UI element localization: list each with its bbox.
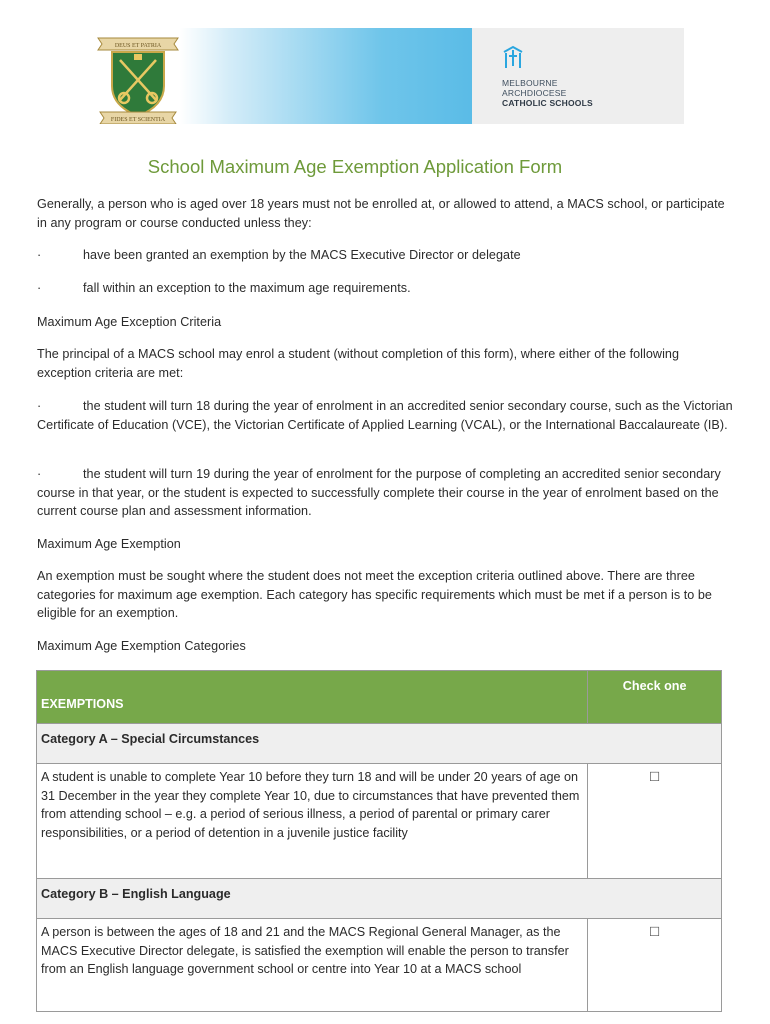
exemptions-table (36, 670, 722, 1012)
category-a-description: A student is unable to complete Year 10 before they turn 18 and will be under 20 years of age on 31 December in the year they complete Year 10, due to circumstances that have prevented them from attending school – e.g. a period of serious illness, a period of parental or primary carer responsibilities, or a period of detention in a juvenile justice facility (37, 764, 588, 879)
heading-exemption: Maximum Age Exemption (37, 537, 181, 551)
intro-paragraph: Generally, a person who is aged over 18 years must not be enrolled at, or allowed to attend, a MACS school, or participate in any program or course conducted unless they: (37, 197, 725, 230)
bullet-dot: · (37, 248, 42, 262)
criteria-bullet-2: · the student will turn 19 during the year of enrolment for the purpose of completing an accredited senior secondary course in that year, or the student is expected to successfully complete their course in the year of enrolment based on the current course plan and assessment information. (37, 467, 721, 518)
bullet-dot: · (37, 467, 42, 481)
criteria-bullet-1: · the student will turn 18 during the year of enrolment in an accredited senior secondary course, such as the Victorian Certificate of Education (VCE), the Victorian Certificate of Applied Learning (VCAL), or the International Baccalaureate (IB). (37, 399, 733, 432)
category-b-detail-row (37, 919, 722, 1012)
category-b-description: A person is between the ages of 18 and 21 and the MACS Regional General Manager, as the MACS Executive Director delegate, is satisfied the exemption will enable the person to transfer from an English language government school or centre into Year 10 at a MACS school (37, 919, 588, 1012)
intro-bullet-2: · fall within an exception to the maximum age requirements. (37, 279, 735, 298)
svg-text:DEUS ET PATRIA: DEUS ET PATRIA (114, 43, 162, 49)
column-header-exemptions: EXEMPTIONS (37, 671, 588, 724)
bullet-dot: · (37, 399, 42, 413)
macs-logo-panel (472, 28, 684, 124)
category-a-heading: Category A – Special Circumstances (37, 724, 722, 764)
category-b-checkbox[interactable]: ☐ (588, 919, 722, 1012)
macs-logo-icon (502, 44, 524, 70)
page-title: School Maximum Age Exemption Application Form (147, 156, 563, 177)
column-header-check-one: Check one (588, 671, 722, 724)
org-name-line2: ARCHDIOCESE (502, 88, 567, 98)
category-a-row (37, 724, 722, 764)
heading-criteria: Maximum Age Exception Criteria (37, 315, 222, 329)
org-name-line1: MELBOURNE (502, 78, 558, 88)
category-b-row (37, 879, 722, 919)
org-name-line3: CATHOLIC SCHOOLS (502, 98, 593, 108)
svg-text:FIDES ET SCIENTIA: FIDES ET SCIENTIA (110, 117, 166, 123)
table-header-row (37, 671, 722, 724)
category-a-checkbox[interactable]: ☐ (588, 764, 722, 879)
category-a-detail-row (37, 764, 722, 879)
exemption-paragraph: An exemption must be sought where the student does not meet the exception criteria outlined above. There are three categories for maximum age exemption. Each category has specific requirements which must be met if a person is to be eligible for an exemption. (37, 569, 712, 620)
criteria-intro: The principal of a MACS school may enrol a student (without completion of this form), where either of the following exception criteria are met: (37, 347, 680, 380)
school-crest-logo (94, 28, 182, 124)
intro-bullet-1: · have been granted an exemption by the MACS Executive Director or delegate (37, 246, 735, 265)
bullet-dot: · (37, 281, 42, 295)
category-b-heading: Category B – English Language (37, 879, 722, 919)
heading-categories: Maximum Age Exemption Categories (37, 639, 246, 653)
